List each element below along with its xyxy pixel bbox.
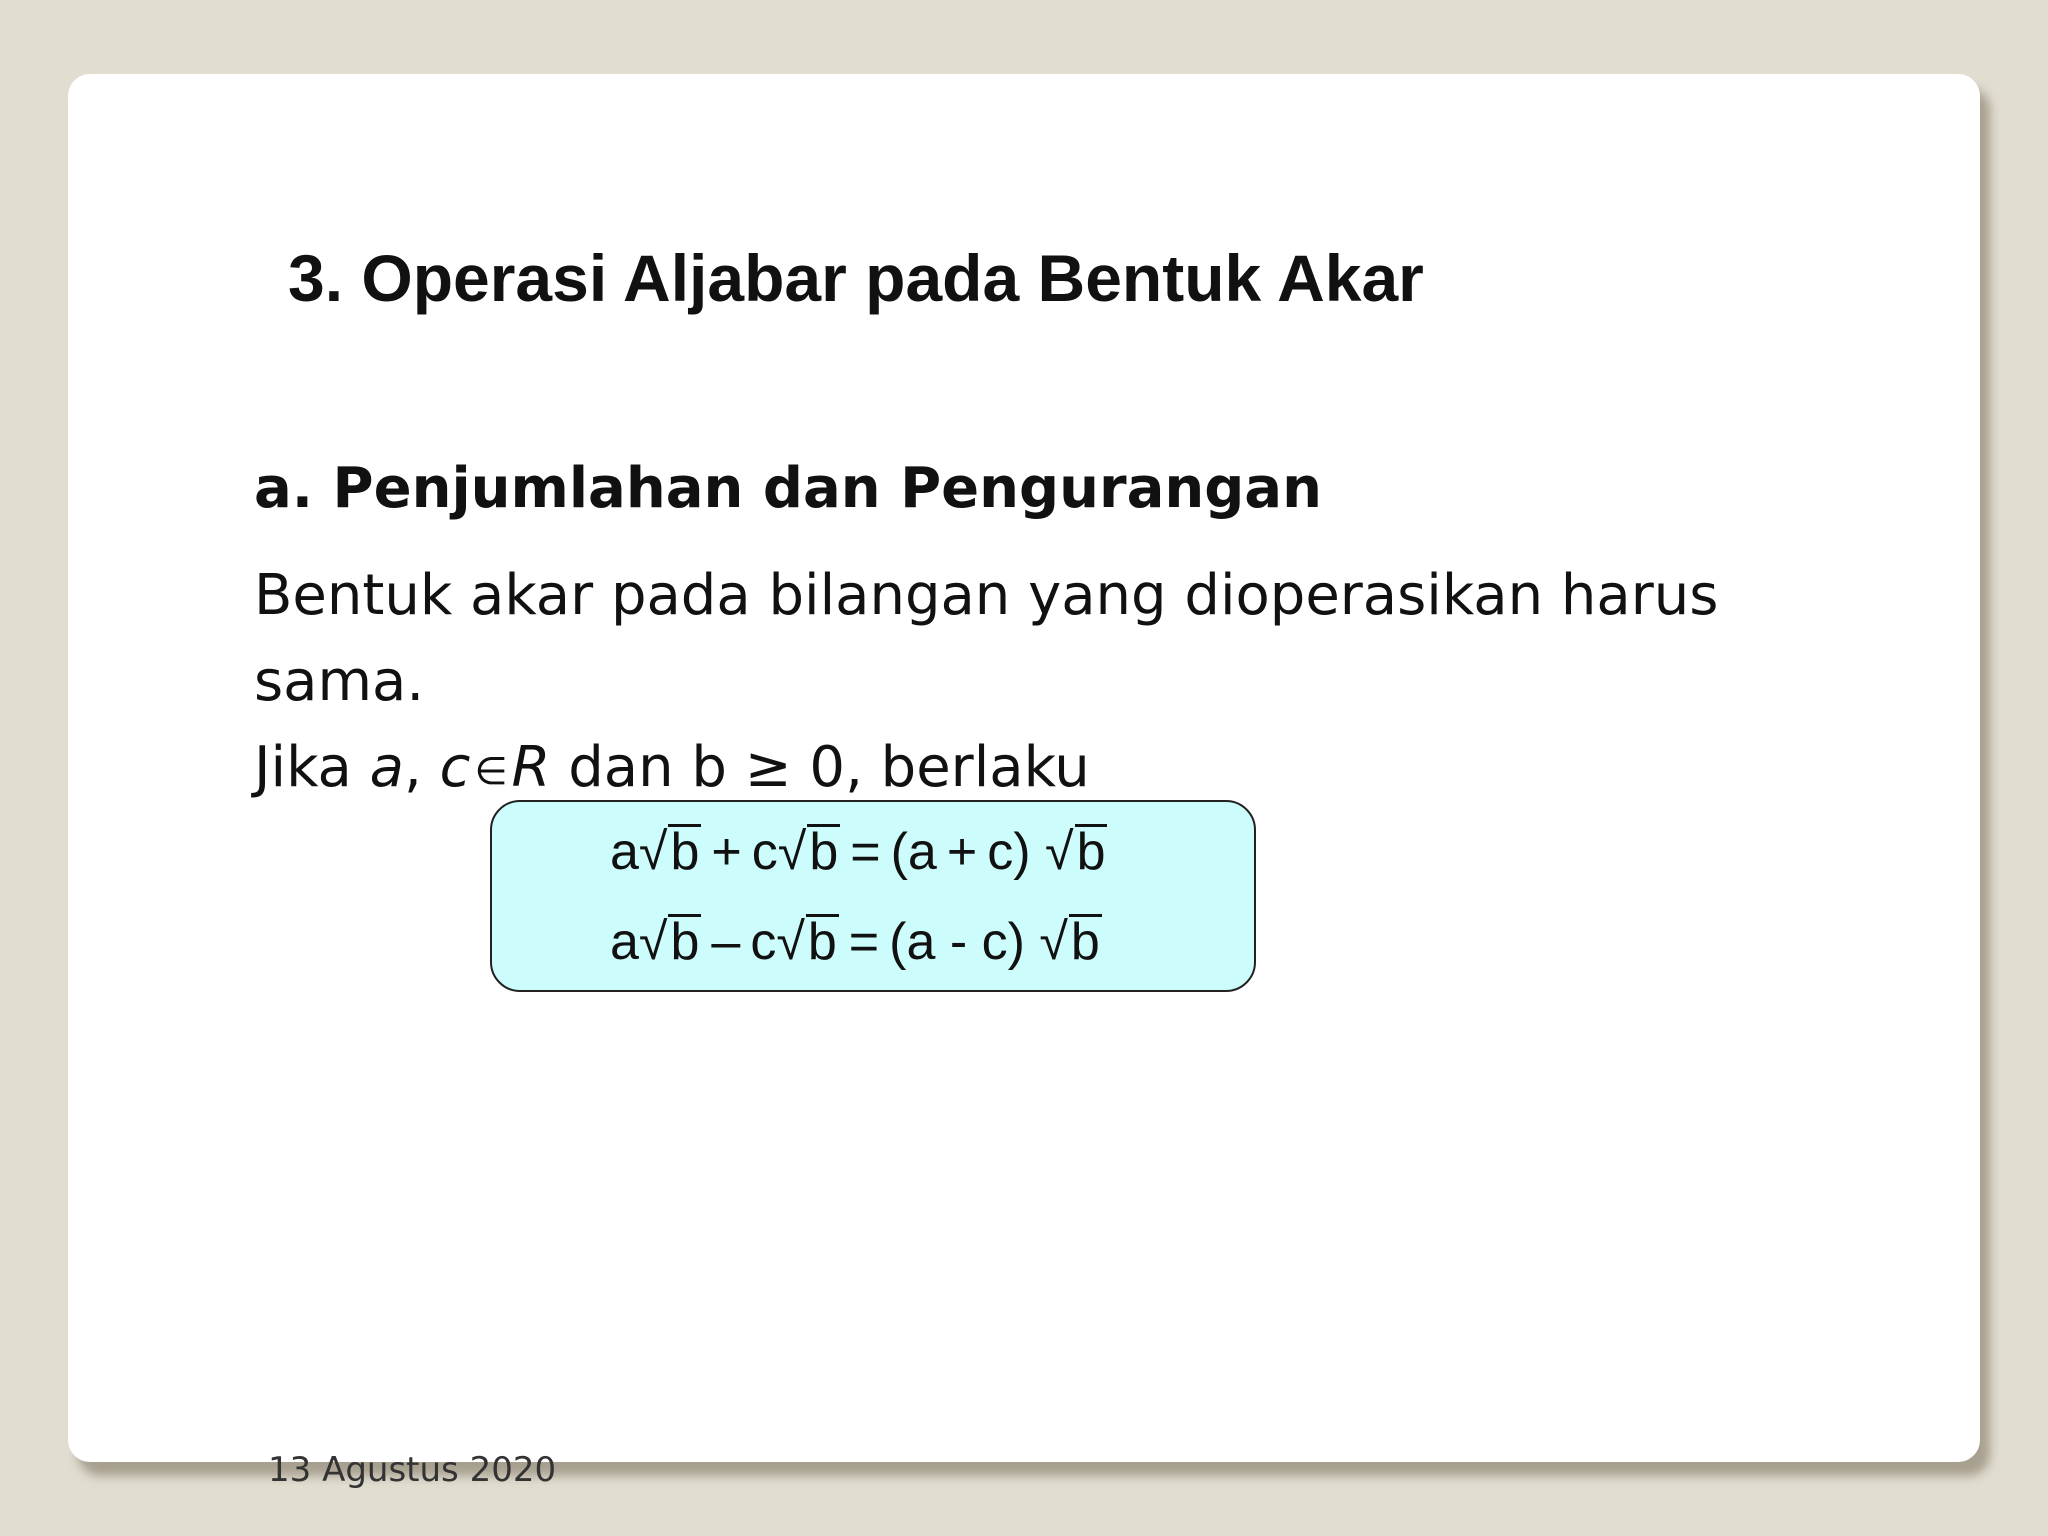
radical-sign: √: [638, 823, 668, 881]
radical-sign: √: [1039, 913, 1068, 971]
condition-set-r: R: [511, 735, 551, 800]
radical-sign: √: [777, 823, 807, 881]
radicand: b: [807, 913, 837, 971]
formula-c: c: [750, 913, 777, 971]
sqrt-b: [1045, 822, 1107, 882]
formula-a: a: [610, 913, 639, 971]
paren-open-a: (a: [890, 823, 937, 881]
minus-sign: –: [711, 913, 741, 971]
radicand: b: [809, 823, 839, 881]
condition-line: [254, 728, 1090, 811]
condition-var-c: c: [439, 735, 471, 800]
paren-close-c: c): [987, 823, 1031, 881]
radicand: b: [1076, 823, 1106, 881]
radicand: b: [1070, 913, 1100, 971]
radicand: b: [670, 913, 700, 971]
addition-formula: [610, 822, 1107, 882]
condition-comma: ,: [403, 735, 440, 800]
sqrt-b: [639, 912, 701, 972]
body-text-line-1: Bentuk akar pada bilangan yang dioperasikan harus: [254, 563, 1719, 628]
slide-title: 3. Operasi Aljabar pada Bentuk Akar: [288, 241, 1424, 315]
formula-a: a: [610, 823, 639, 881]
radical-sign: √: [1045, 823, 1074, 881]
sqrt-b: [778, 822, 840, 882]
body-text-line-2: sama.: [254, 649, 425, 714]
radical-sign: √: [776, 913, 805, 971]
subtraction-formula: [610, 912, 1102, 972]
plus-sign: +: [711, 823, 742, 881]
condition-var-a: a: [369, 735, 404, 800]
sqrt-b: [776, 912, 838, 972]
slide-date: 13 Agustus 2020: [268, 1450, 557, 1490]
sqrt-b: [639, 822, 701, 882]
plus-sign: +: [946, 823, 978, 881]
radical-sign: √: [638, 913, 668, 971]
sqrt-b: [1039, 912, 1101, 972]
condition-rest: dan b ≥ 0, berlaku: [550, 735, 1090, 800]
equals-sign: =: [850, 823, 881, 881]
radicand: b: [670, 823, 700, 881]
condition-jika: Jika: [254, 735, 370, 800]
element-of-symbol: ∈: [474, 748, 508, 793]
equals-sign: =: [848, 913, 880, 971]
paren-group: (a - c): [889, 913, 1025, 971]
formula-c: c: [751, 823, 778, 881]
formula-box: [490, 800, 1256, 992]
section-subtitle: a. Penjumlahan dan Pengurangan: [254, 456, 1322, 521]
